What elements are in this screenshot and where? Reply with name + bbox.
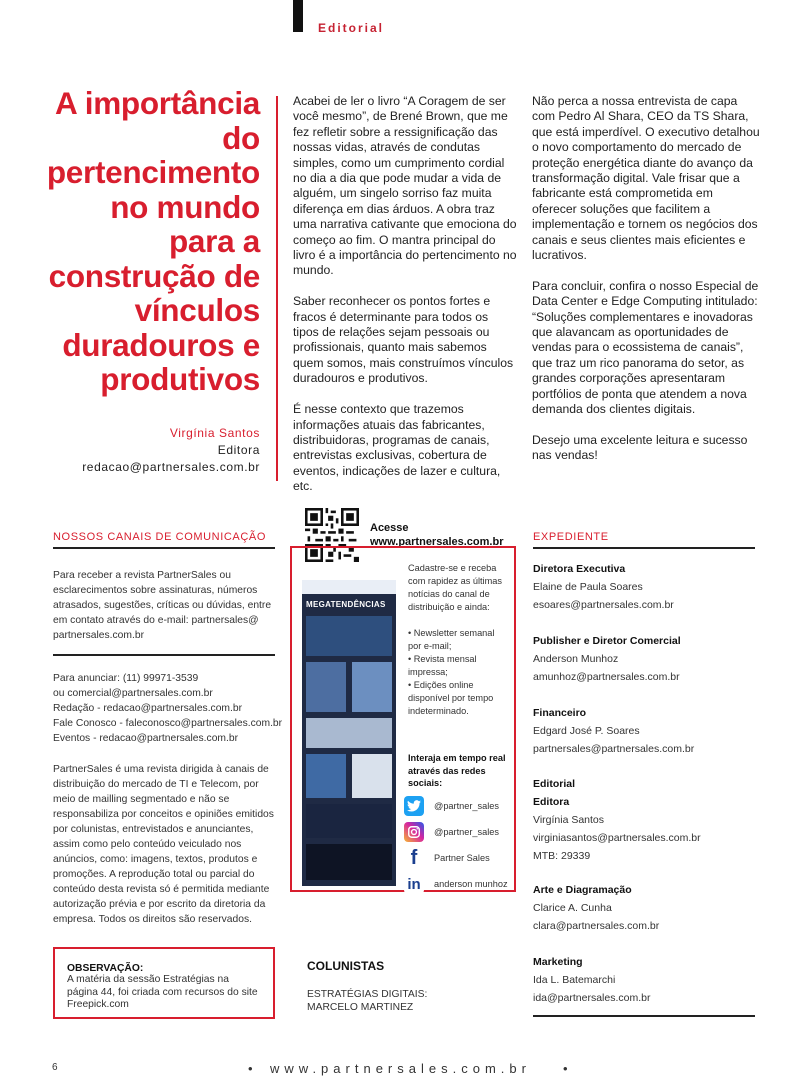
divider bbox=[53, 547, 275, 549]
headline: A importância do pertencimento no mundo para a construção de vínculos duradouros e produtivos bbox=[46, 85, 260, 397]
magazine-block bbox=[306, 616, 392, 656]
colunistas-text bbox=[307, 988, 427, 1014]
linkedin-handle: anderson munhoz bbox=[434, 879, 508, 889]
contact-list bbox=[53, 671, 283, 746]
facebook-icon: f bbox=[404, 848, 424, 868]
access-label bbox=[370, 521, 503, 549]
byline bbox=[60, 425, 260, 476]
expediente-line: Clarice A. Cunha bbox=[533, 902, 612, 914]
benefit-item: • Newsletter semanal por e-mail; bbox=[408, 628, 495, 651]
access-text: Acesse bbox=[370, 522, 409, 534]
observation-box bbox=[53, 947, 275, 1019]
paragraph: É nesse contexto que trazemos informações atuais das fabricantes, distribuidoras, programas de canais, entrevistas exclusivas, cobertura de eventos, indicações de lazer e cultura, etc. bbox=[293, 402, 501, 494]
expediente-line[interactable]: virginiasantos@partnersales.com.br bbox=[533, 832, 701, 844]
canais-title: NOSSOS CANAIS DE COMUNICAÇÃO bbox=[53, 531, 266, 543]
contact-line[interactable]: Fale Conosco - faleconosco@partnersales.com.br bbox=[53, 718, 283, 729]
promo-intro: Cadastre-se e receba com rapidez as últimas notícias do canal de distribuição e ainda: bbox=[408, 563, 502, 612]
expediente-item bbox=[533, 632, 681, 686]
expediente-title: EXPEDIENTE bbox=[533, 531, 609, 543]
paragraph: Para concluir, confira o nosso Especial de Data Center e Edge Computing intitulado: “Soluções complementares e inovadoras que alavancam as oportunidades de vendas para o ecossistema de canais”, que traz um rico panorama do setor, as grandes corporações apresentaram portfólios de ponta que atendem a nova demanda dos clientes digitais. bbox=[532, 278, 759, 417]
body-column-1 bbox=[293, 94, 517, 510]
expediente-line: Anderson Munhoz bbox=[533, 653, 619, 665]
paragraph: Desejo uma excelente leitura e sucesso nas vendas! bbox=[532, 432, 748, 463]
expediente-role: Arte e Diagramação bbox=[533, 884, 632, 896]
expediente-line[interactable]: esoares@partnersales.com.br bbox=[533, 599, 674, 611]
expediente-item bbox=[533, 881, 659, 935]
author-email[interactable]: redacao@partnersales.com.br bbox=[82, 460, 260, 474]
observation-text: A matéria da sessão Estratégias na página 44, foi criada com recursos do site Freepick.com bbox=[67, 974, 258, 1010]
expediente-line[interactable]: amunhoz@partnersales.com.br bbox=[533, 671, 680, 683]
expediente-line: Edgard José P. Soares bbox=[533, 725, 640, 737]
paragraph: Saber reconhecer os pontos fortes e fracos é determinante para todos os tipos de relações sejam pessoais ou profissionais, quanto mais sabemos quem somos, mais construímos vínculos duradouros e produtivos. bbox=[293, 294, 514, 386]
colunistas-title: COLUNISTAS bbox=[307, 959, 385, 973]
expediente-line[interactable]: clara@partnersales.com.br bbox=[533, 920, 660, 932]
expediente-role: Publisher e Diretor Comercial bbox=[533, 635, 681, 647]
contact-line[interactable]: ou comercial@partnersales.com.br bbox=[53, 688, 213, 699]
page-number: 6 bbox=[52, 1062, 58, 1073]
expediente-line[interactable]: partnersales@partnersales.com.br bbox=[533, 743, 695, 755]
divider bbox=[533, 547, 755, 549]
social-linkedin[interactable] bbox=[404, 873, 514, 895]
magazine-block bbox=[306, 804, 392, 838]
disclaimer-text: PartnerSales é uma revista dirigida à canais de distribuição do mercado de TI e Telecom, por meio de mailling segmentado e não se responsabiliza por conceitos e opiniões emitidos por colunistas, entrevistados e anunciantes, assim como pelo conteúdo veiculado nos anúncios, como: imagens, textos, produtos e promoções. A reprodução total ou parcial do conteúdo desta revista só é permitida mediante autorização prévia e por escrito da diretoria da empresa. Todos os direitos são reservados. bbox=[53, 764, 274, 925]
magazine-block bbox=[306, 718, 392, 748]
subscribe-text: Para receber a revista PartnerSales ou esclarecimentos sobre assinaturas, números atrasados, sugestões, críticas ou dúvidas, entre em contato através do e-mail: partnersales@ partnersales.com.br bbox=[53, 570, 272, 641]
divider bbox=[53, 654, 275, 656]
magazine-block bbox=[306, 844, 392, 880]
access-url-link[interactable]: www.partnersales.com.br bbox=[370, 536, 504, 548]
social-instagram[interactable] bbox=[404, 821, 514, 843]
expediente-item bbox=[533, 953, 650, 1007]
twitter-handle: @partner_sales bbox=[434, 801, 499, 811]
contact-line: Para anunciar: (11) 99971-3539 bbox=[53, 673, 199, 684]
headline-divider bbox=[276, 96, 278, 481]
expediente-role: Marketing bbox=[533, 956, 583, 968]
section-label: Editorial bbox=[318, 21, 385, 35]
footer-bullet-right: • bbox=[563, 1061, 573, 1076]
expediente-item bbox=[533, 775, 701, 865]
expediente-role: Financeiro bbox=[533, 707, 587, 719]
expediente-item bbox=[533, 560, 674, 614]
magazine-block bbox=[352, 754, 392, 798]
expediente-item bbox=[533, 704, 694, 758]
divider bbox=[533, 1015, 755, 1017]
author-name: Virgínia Santos bbox=[169, 426, 260, 440]
author-role: Editora bbox=[217, 443, 260, 457]
benefit-item: • Revista mensal impressa; bbox=[408, 654, 477, 677]
instagram-icon bbox=[404, 822, 424, 842]
magazine-cover-image bbox=[302, 580, 396, 886]
contact-line[interactable]: Eventos - redacao@partnersales.com.br bbox=[53, 733, 239, 744]
expediente-line: Elaine de Paula Soares bbox=[533, 581, 643, 593]
magazine-block bbox=[306, 754, 346, 798]
observation-title: OBSERVAÇÃO: bbox=[67, 963, 144, 974]
expediente-line: Virgínia Santos bbox=[533, 814, 605, 826]
expediente-line[interactable]: ida@partnersales.com.br bbox=[533, 992, 651, 1004]
twitter-icon bbox=[404, 796, 424, 816]
footer-bullet-left: • bbox=[248, 1061, 258, 1076]
expediente-role: Editorial Editora bbox=[533, 778, 576, 808]
magazine-cover-title: MEGATENDÊNCIAS bbox=[306, 600, 386, 609]
paragraph: Não perca a nossa entrevista de capa com Pedro Al Shara, CEO da TS Shara, que está imperdível. O executivo detalhou o novo comportamento do mercado de proteção energética diante do avanço da transformação digital. Vale frisar que a fabricante está comprometida em oferecer soluções que facilitem a implementação e tornem os negócios dos canais e seus clientes mais eficientes e lucrativos. bbox=[532, 94, 760, 263]
interact-label: Interaja em tempo real através das redes sociais: bbox=[408, 753, 506, 788]
expediente-role: Diretora Executiva bbox=[533, 563, 626, 575]
magazine-block bbox=[306, 662, 346, 712]
footer-url[interactable]: www.partnersales.com.br bbox=[270, 1061, 531, 1076]
paragraph: Acabei de ler o livro “A Coragem de ser você mesmo”, de Brené Brown, que me fez refletir sobre a ressignificação das nossas vidas, através de condutas simples, como um cumprimento cordial no dia a dia que pode mudar a vida de alguém, um singelo sorriso faz muita diferença em dias árduos. A obra traz uma narrativa cativante que emociona do começo ao fim. O mantra principal do livro é a importância do pertencimento no mundo. bbox=[293, 94, 517, 278]
expediente-line: MTB: 29339 bbox=[533, 850, 591, 862]
colunista-name: MARCELO MARTINEZ bbox=[307, 1002, 414, 1013]
facebook-handle: Partner Sales bbox=[434, 853, 490, 863]
promo-text bbox=[408, 562, 508, 718]
benefit-item: • Edições online disponível por tempo indeterminado. bbox=[408, 680, 494, 716]
linkedin-icon: in bbox=[404, 874, 424, 894]
magazine-header bbox=[302, 580, 396, 594]
instagram-handle: @partner_sales bbox=[434, 827, 499, 837]
body-column-2 bbox=[532, 94, 760, 479]
contact-line[interactable]: Redação - redacao@partnersales.com.br bbox=[53, 703, 243, 714]
section-marker-bar bbox=[293, 0, 303, 32]
expediente-line: Ida L. Batemarchi bbox=[533, 974, 616, 986]
social-twitter[interactable] bbox=[404, 795, 514, 817]
colunista-section: ESTRATÉGIAS DIGITAIS: bbox=[307, 989, 428, 1000]
magazine-block bbox=[352, 662, 392, 712]
social-facebook[interactable] bbox=[404, 847, 514, 869]
